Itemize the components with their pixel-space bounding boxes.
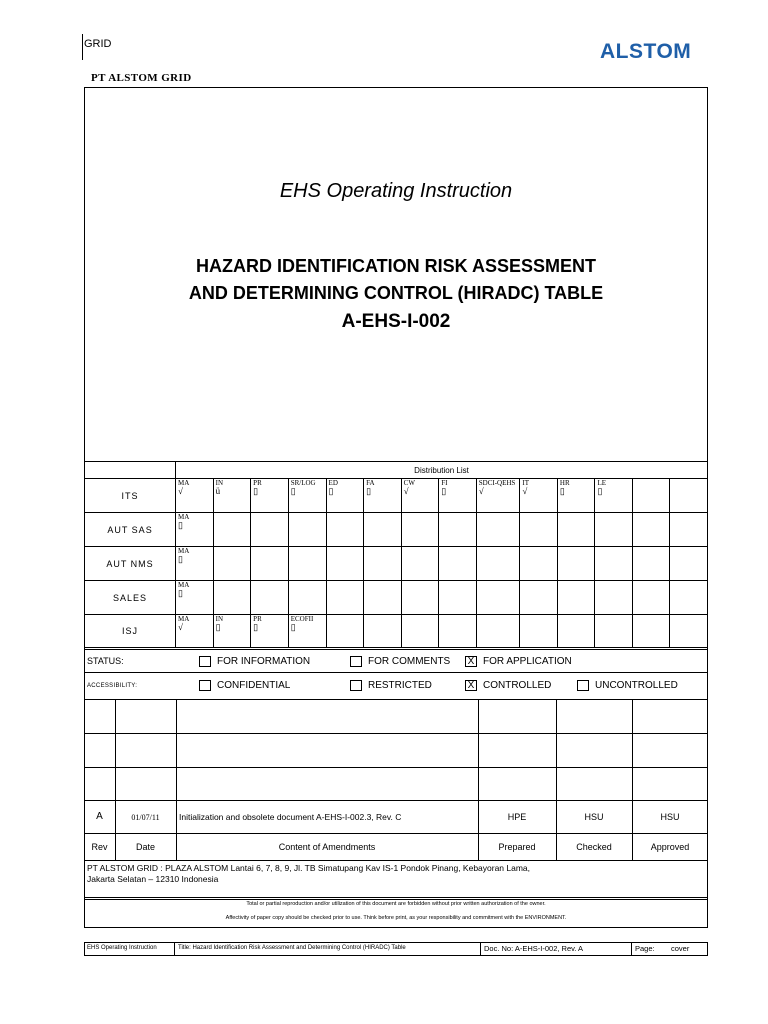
- status-option-comments[interactable]: [350, 656, 450, 667]
- distribution-heading: Distribution List: [176, 462, 708, 479]
- dist-cell: IN ü: [213, 479, 251, 513]
- option-label: FOR COMMENTS: [368, 656, 451, 667]
- rev-header-content: Content of Amendments: [278, 842, 376, 852]
- dist-cell: ECOFII ▯: [288, 615, 326, 648]
- access-option-controlled[interactable]: [465, 680, 551, 691]
- checkbox[interactable]: X: [465, 656, 477, 667]
- footer-page-label: Page:: [635, 944, 655, 953]
- access-option-restricted[interactable]: [350, 680, 432, 691]
- option-label: RESTRICTED: [368, 680, 432, 691]
- checkbox[interactable]: [350, 680, 362, 691]
- dist-row-sales: [85, 581, 708, 615]
- access-option-uncontrolled[interactable]: [577, 680, 678, 691]
- option-label: FOR APPLICATION: [483, 656, 572, 667]
- status-label: STATUS:: [87, 656, 124, 666]
- row-label: AUT SAS: [85, 513, 176, 547]
- rev-header-prepared: Prepared: [498, 842, 536, 852]
- dist-cell: PR ▯: [251, 615, 289, 648]
- access-option-confidential[interactable]: [199, 680, 290, 691]
- rev-entry-prepared: HPE: [507, 812, 527, 822]
- rev-header-date: Date: [135, 842, 155, 852]
- footer-doc-type: EHS Operating Instruction: [87, 945, 157, 951]
- checkbox[interactable]: [350, 656, 362, 667]
- rev-entry-rev: A: [96, 811, 103, 822]
- doc-title-line1: HAZARD IDENTIFICATION RISK ASSESSMENT: [195, 256, 596, 276]
- dist-cell: MA ▯: [176, 581, 214, 615]
- rev-entry-checked: HSU: [584, 812, 604, 822]
- status-option-information[interactable]: [199, 656, 310, 667]
- checkbox[interactable]: [199, 680, 211, 691]
- footer-doc-no: Doc. No: A-EHS-I-002, Rev. A: [484, 944, 584, 953]
- rev-header-checked: Checked: [576, 842, 612, 852]
- dist-cell: IN ▯: [213, 615, 251, 648]
- header-marker: [82, 34, 83, 60]
- dist-row-aut-sas: [85, 513, 708, 547]
- footer-title: Title: Hazard Identification Risk Assessment and Determining Control (HIRADC) Table: [178, 945, 406, 951]
- row-label: AUT NMS: [85, 547, 176, 581]
- distribution-table: [84, 461, 708, 648]
- status-option-application[interactable]: [465, 656, 572, 667]
- option-label: CONTROLLED: [483, 680, 552, 691]
- dist-cell: HR ▯: [557, 479, 595, 513]
- dist-cell: MA ▯: [176, 513, 214, 547]
- rev-entry-content: Initialization and obsolete document A-EHS-I-002.3, Rev. C: [179, 812, 402, 822]
- doc-type-title: EHS Operating Instruction: [279, 180, 513, 202]
- notice-line1: Total or partial reproduction and/or utilization of this document are forbidden without prior written authorization of the owner.: [246, 901, 546, 907]
- rev-entry-approved: HSU: [660, 812, 680, 822]
- accessibility-row: [84, 673, 708, 700]
- dist-cell: LE ▯: [595, 479, 633, 513]
- dist-cell: PR ▯: [251, 479, 289, 513]
- doc-number: A-EHS-I-002: [341, 311, 451, 332]
- dist-cell: IT √: [520, 479, 558, 513]
- dist-row-isj: [85, 615, 708, 648]
- dist-cell: SR/LOG ▯: [288, 479, 326, 513]
- footer-page-value: cover: [671, 944, 690, 953]
- option-label: CONFIDENTIAL: [217, 680, 291, 691]
- rev-header-approved: Approved: [650, 842, 690, 852]
- accessibility-label: ACCESSIBILITY:: [87, 683, 138, 689]
- checkbox[interactable]: [199, 656, 211, 667]
- rev-header-rev: Rev: [91, 842, 108, 852]
- option-label: UNCONTROLLED: [595, 680, 678, 691]
- dist-cell: ED ▯: [326, 479, 364, 513]
- address-line2: Jakarta Selatan – 12310 Indonesia: [87, 874, 219, 884]
- checkbox[interactable]: X: [465, 680, 477, 691]
- dist-cell: MA √: [176, 615, 214, 648]
- dist-cell: MA √: [176, 479, 214, 513]
- company-name: PT ALSTOM GRID: [91, 72, 192, 84]
- dist-row-aut-nms: [85, 547, 708, 581]
- rev-entry-date: 01/07/11: [131, 813, 160, 822]
- alstom-logo: ALSTOM: [600, 40, 692, 63]
- dist-cell: FI ▯: [439, 479, 477, 513]
- footer-bar: [84, 942, 708, 956]
- grid-label: GRID: [84, 38, 112, 50]
- dist-cell: [633, 479, 670, 513]
- checkbox[interactable]: [577, 680, 589, 691]
- dist-cell: [670, 479, 708, 513]
- address-line1: PT ALSTOM GRID : PLAZA ALSTOM Lantai 6, 7, 8, 9, Jl. TB Simatupang Kav IS-1 Pondok Pinang, Kebayoran Lama,: [87, 863, 531, 873]
- row-label: SALES: [85, 581, 176, 615]
- dist-row-its: [85, 479, 708, 513]
- doc-title-line2: AND DETERMINING CONTROL (HIRADC) TABLE: [188, 283, 604, 303]
- row-label: ITS: [85, 479, 176, 513]
- notice-line2: Affectivity of paper copy should be checked prior to use. Think before print, as your responsibility and commitment with the ENVIRONMENT.: [225, 915, 567, 921]
- row-label: ISJ: [85, 615, 176, 648]
- dist-cell: FA ▯: [364, 479, 402, 513]
- notice-frame: [84, 897, 708, 928]
- status-row: [84, 649, 708, 673]
- dist-cell: SDCI-QEHS √: [476, 479, 520, 513]
- option-label: FOR INFORMATION: [217, 656, 311, 667]
- dist-cell: CW √: [401, 479, 439, 513]
- dist-cell: MA ▯: [176, 547, 214, 581]
